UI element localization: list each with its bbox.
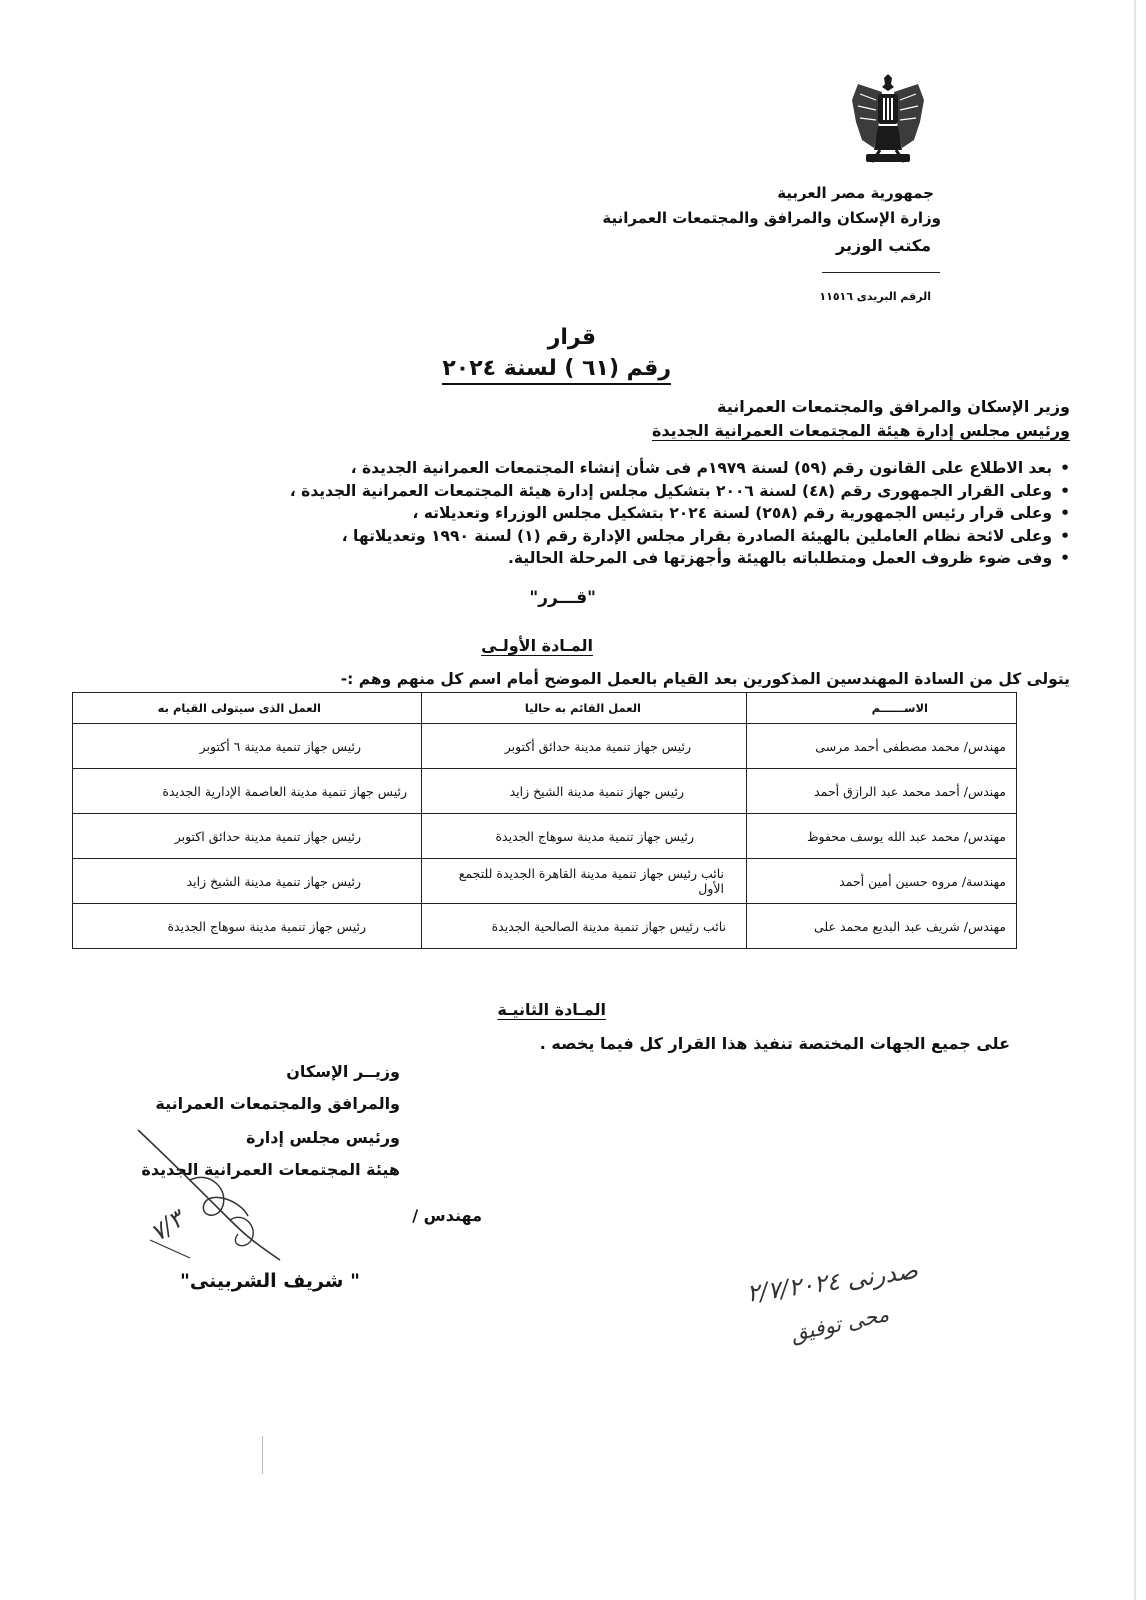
- engineer-name-cell: مهندس/ أحمد محمد عبد الرازق أحمد: [747, 769, 1017, 814]
- article2-heading: المـادة الثانيـة: [497, 1000, 606, 1019]
- preamble-item: • وفى ضوء ظروف العمل ومتطلباته بالهيئة وأجهزتها فى المرحلة الحالية.: [290, 547, 1070, 570]
- signature-line4: هيئة المجتمعات العمرانية الجديدة: [141, 1160, 400, 1179]
- current-role-cell: رئيس جهاز تنمية مدينة حدائق أكتوبر: [422, 724, 747, 769]
- signature-title: مهندس /: [412, 1206, 482, 1225]
- article2-text: على جميع الجهات المختصة تنفيذ هذا القرار كل فيما يخصه .: [539, 1034, 1010, 1053]
- issued-note-signature: محى توفيق: [788, 1301, 891, 1347]
- preamble-item: • وعلى القرار الجمهورى رقم (٤٨) لسنة ٢٠٠٦ بتشكيل مجلس إدارة هيئة المجتمعات العمرانية الجديدة ،: [290, 480, 1070, 503]
- table-row: [73, 859, 1017, 904]
- assignments-table: [72, 692, 1017, 949]
- new-role-cell: رئيس جهاز تنمية مدينة الشيخ زايد: [73, 859, 422, 904]
- issued-note-date: صدرنى ٢/٧/٢٠٢٤: [744, 1256, 920, 1308]
- article1-intro: يتولى كل من السادة المهندسين المذكورين بعد القيام بالعمل الموضح أمام اسم كل منهم وهم :-: [340, 670, 1070, 688]
- preamble-list: [290, 457, 1070, 570]
- new-role-cell: رئيس جهاز تنمية مدينة ٦ أكتوبر: [73, 724, 422, 769]
- signature-name: " شريف الشربينى": [180, 1270, 360, 1292]
- new-role-cell: رئيس جهاز تنمية مدينة حدائق اكتوبر: [73, 814, 422, 859]
- issuer-line2: ورئيس مجلس إدارة هيئة المجتمعات العمرانية الجديدة: [651, 421, 1070, 440]
- issuer-line1: وزير الإسكان والمرافق والمجتمعات العمرانية: [717, 397, 1070, 416]
- engineer-name-cell: مهندس/ شريف عبد البديع محمد على: [747, 904, 1017, 949]
- pen-mark: [262, 1436, 263, 1474]
- preamble-item: • بعد الاطلاع على القانون رقم (٥٩) لسنة ١٩٧٩م فى شأن إنشاء المجتمعات العمرانية الجديدة ،: [290, 457, 1070, 480]
- engineer-name-cell: مهندسة/ مروه حسين أمين أحمد: [747, 859, 1017, 904]
- handwritten-date: ٧/٣: [145, 1204, 189, 1248]
- signature-line1: وزيــر الإسكان: [286, 1062, 400, 1081]
- table-row: [73, 724, 1017, 769]
- article1-heading: المـادة الأولـى: [481, 636, 593, 655]
- table-header-row: [73, 693, 1017, 724]
- engineer-name-cell: مهندس/ محمد مصطفى أحمد مرسى: [747, 724, 1017, 769]
- engineer-name-cell: مهندس/ محمد عبد الله يوسف محفوظ: [747, 814, 1017, 859]
- column-header-new-role: العمل الذى سيتولى القيام به: [73, 693, 422, 724]
- table-row: [73, 904, 1017, 949]
- column-header-current-role: العمل القائم به حاليا: [422, 693, 747, 724]
- preamble-item: • وعلى لائحة نظام العاملين بالهيئة الصادرة بقرار مجلس الإدارة رقم (١) لسنة ١٩٩٠ وتعديلاتها ،: [290, 525, 1070, 548]
- header-country: جمهورية مصر العربية: [777, 184, 934, 202]
- table-row: [73, 814, 1017, 859]
- column-header-name: الاســــــم: [747, 693, 1017, 724]
- current-role-cell: رئيس جهاز تنمية مدينة الشيخ زايد: [422, 769, 747, 814]
- table-row: [73, 769, 1017, 814]
- header-divider: [822, 272, 940, 273]
- eagle-emblem-icon: [848, 70, 928, 174]
- new-role-cell: رئيس جهاز تنمية مدينة سوهاج الجديدة: [73, 904, 422, 949]
- page-edge: [1134, 0, 1136, 1600]
- decision-number: رقم (٦١ ) لسنة ٢٠٢٤: [442, 356, 671, 385]
- postal-code: الرقم البريدى ١١٥١٦: [819, 290, 931, 303]
- header-ministry: وزارة الإسكان والمرافق والمجتمعات العمرانية: [602, 209, 941, 227]
- signature-line3: ورئيس مجلس إدارة: [246, 1128, 400, 1147]
- signature-line2: والمرافق والمجتمعات العمرانية: [155, 1094, 400, 1113]
- header-office: مكتب الوزير: [836, 236, 931, 255]
- new-role-cell: رئيس جهاز تنمية مدينة العاصمة الإدارية الجديدة: [73, 769, 422, 814]
- current-role-cell: رئيس جهاز تنمية مدينة سوهاج الجديدة: [422, 814, 747, 859]
- preamble-item: • وعلى قرار رئيس الجمهورية رقم (٢٥٨) لسنة ٢٠٢٤ بتشكيل مجلس الوزراء وتعديلاته ،: [290, 502, 1070, 525]
- decides-label: "قـــرر": [529, 588, 596, 608]
- handwritten-signature: [130, 1120, 310, 1280]
- decision-title: قرار: [547, 325, 596, 350]
- current-role-cell: نائب رئيس جهاز تنمية مدينة الصالحية الجديدة: [422, 904, 747, 949]
- current-role-cell: نائب رئيس جهاز تنمية مدينة القاهرة الجديدة للتجمع الأول: [422, 859, 747, 904]
